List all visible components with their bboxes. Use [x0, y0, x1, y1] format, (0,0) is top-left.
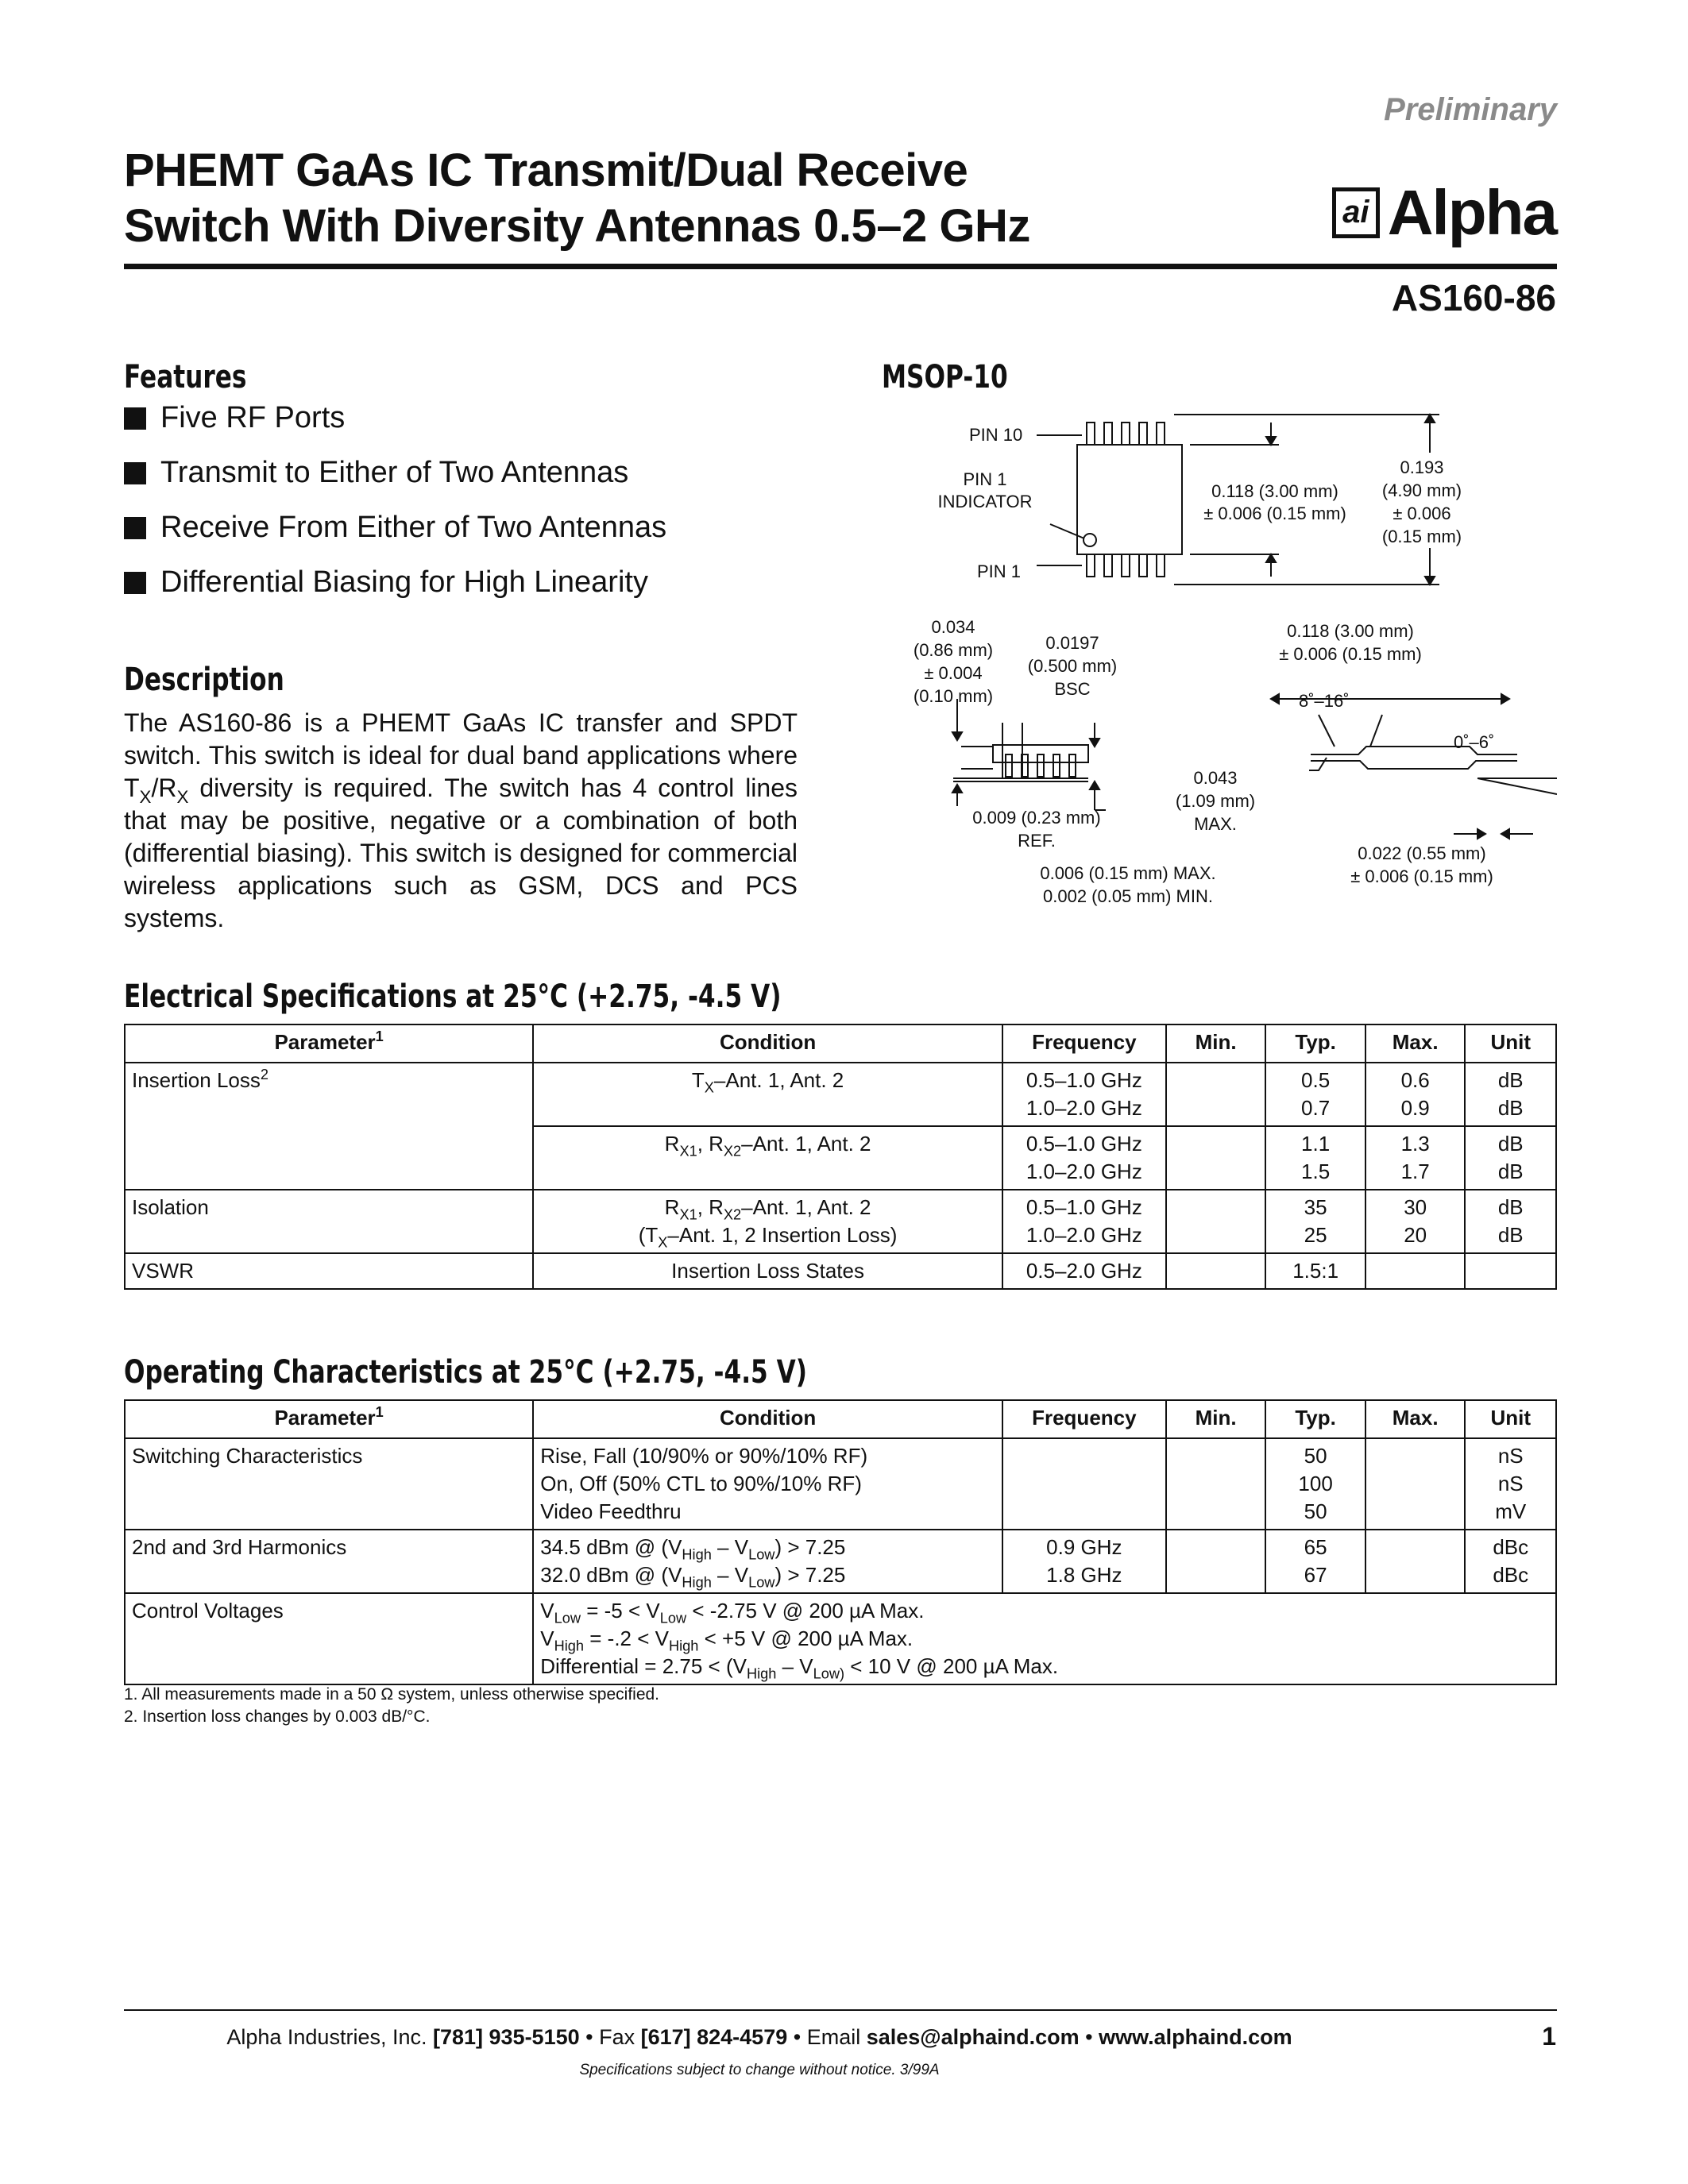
- change-notice: Specifications subject to change without notice. 3/99A: [579, 2062, 940, 2078]
- pin10-label: PIN 10: [969, 425, 1023, 445]
- dim-width: 0.118 (3.00 mm) ± 0.006 (0.15 mm): [1203, 481, 1346, 523]
- page-title: [124, 143, 1157, 254]
- dim-height: 0.043 (1.09 mm) MAX.: [1175, 768, 1256, 834]
- table-row: 2nd and 3rd Harmonics 34.5 dBm @ $(V_{High} - V_{Low}) > 7.25$ 32.0 dBm @ $(V_{High} - V_{Low}) > 7.25$ 0.9 GHz 1.8 GHz 65 67 dBc dBc: [125, 1530, 1556, 1593]
- description-heading: Description: [124, 662, 284, 698]
- electrical-spec-table: [124, 1024, 1557, 1290]
- logo-text: Alpha: [1387, 177, 1556, 248]
- bullet-icon: [124, 462, 146, 484]
- dim-body: 0.118 (3.00 mm) ± 0.006 (0.15 mm): [1279, 621, 1422, 664]
- table-row: Control Voltages $V_{Low} = -5 < V_{Low} < -2.75$ V @ 200 µA Max. $V_{High} = -.2 < V_{High} < +5$ V @ 200 µA Max. Differential = $2.75 < (V_{High} - V_{Low)} < 10$ V @ 200 µA Max.: [125, 1593, 1556, 1684]
- dim-overall: 0.193 (4.90 mm) ± 0.006 (0.15 mm): [1381, 457, 1462, 546]
- table-row: VSWR Insertion Loss States 0.5–2.0 GHz 1.5:1: [125, 1253, 1556, 1289]
- alpha-logo: [1332, 177, 1556, 248]
- dim-foot: 0.022 (0.55 mm) ± 0.006 (0.15 mm): [1350, 843, 1493, 886]
- preliminary-label: Preliminary: [1384, 92, 1557, 127]
- table-header-row: Parameter$^1$ Condition Frequency Min. Typ. Max. Unit: [125, 1400, 1556, 1438]
- pin1-indicator-label: PIN 1 INDICATOR: [937, 469, 1033, 511]
- pin1-label: PIN 1: [977, 561, 1022, 581]
- table-row: $R_{X1}$, $R_{X2}$–Ant. 1, Ant. 2 0.5–1.0 GHz 1.0–2.0 GHz 1.1 1.5 1.3 1.7 dB dB: [125, 1126, 1556, 1190]
- footnote-2: 2. Insertion loss changes by 0.003 dB/°C.: [124, 1707, 431, 1726]
- header-rule: [124, 264, 1557, 269]
- part-number: AS160-86: [1391, 277, 1556, 318]
- footer-contact: Alpha Industries, Inc. [781] 935-5150 • Fax [617] 824-4579 • Email sales@alphaind.com • www.alphaind.com: [226, 2025, 1292, 2049]
- footnote-1: 1. All measurements made in a 50 Ω system, unless otherwise specified.: [124, 1685, 660, 1704]
- electrical-heading: Electrical Specifications at 25°C (+2.75, -4.5 V): [124, 978, 782, 1015]
- operating-table: [124, 1399, 1557, 1685]
- description-text: The AS160-86 is a PHEMT GaAs IC transfer and SPDT switch. This switch is ideal for dual band applications where $T_X/R_X$ diversity is required. The switch has 4 control lines that may be positive, negative or a combination of both (differential biasing). This switch is designed for commercial wireless applications such as GSM, DCS and PCS systems.: [124, 708, 798, 932]
- list-item: Differential Biasing for High Linearity: [124, 565, 666, 620]
- dim-standoff: 0.006 (0.15 mm) MAX. 0.002 (0.05 mm) MIN.: [1040, 863, 1216, 906]
- table-row: Switching Characteristics Rise, Fall (10/90% or 90%/10% RF) On, Off (50% CTL to 90%/10% RF) Video Feedthru 50 100 50 nS nS mV: [125, 1438, 1556, 1530]
- dim-lead: 0.034 (0.86 mm) ± 0.004 (0.10 mm): [913, 617, 994, 706]
- dim-pitch: 0.0197 (0.500 mm) BSC: [1027, 633, 1118, 699]
- list-item: Receive From Either of Two Antennas: [124, 511, 666, 565]
- title-line-1: PHEMT GaAs IC Transmit/Dual Receive: [124, 145, 968, 196]
- list-item: Five RF Ports: [124, 401, 666, 456]
- logo-mark: ai: [1332, 187, 1380, 238]
- table-row: Insertion Loss$^2$ $T_X$–Ant. 1, Ant. 2 0.5–1.0 GHz 1.0–2.0 GHz 0.5 0.7 0.6 0.9 dB dB: [125, 1063, 1556, 1126]
- table-row: Isolation $R_{X1}$, $R_{X2}$–Ant. 1, Ant. 2 ($T_X$–Ant. 1, 2 Insertion Loss) 0.5–1.0 GHz 1.0–2.0 GHz 35 25 30 20 dB dB: [125, 1190, 1556, 1253]
- package-heading: MSOP-10: [882, 359, 1008, 396]
- features-heading: Features: [124, 359, 247, 396]
- bullet-icon: [124, 407, 146, 430]
- operating-heading: Operating Characteristics at 25°C (+2.75, -4.5 V): [124, 1354, 808, 1391]
- bullet-icon: [124, 572, 146, 594]
- page-number: 1: [1542, 2022, 1556, 2051]
- features-list: [124, 401, 666, 620]
- footer-rule: [124, 2009, 1557, 2011]
- angle-upper: 8˚–16˚: [1299, 691, 1350, 711]
- dim-lead-width: 0.009 (0.23 mm) REF.: [972, 808, 1101, 851]
- list-item: Transmit to Either of Two Antennas: [124, 456, 666, 511]
- table-header-row: Parameter$^1$ Condition Frequency Min. Typ. Max. Unit: [125, 1024, 1556, 1063]
- title-line-2: Switch With Diversity Antennas 0.5–2 GHz: [124, 200, 1030, 252]
- angle-lower: 0˚–6˚: [1454, 732, 1495, 752]
- bullet-icon: [124, 517, 146, 539]
